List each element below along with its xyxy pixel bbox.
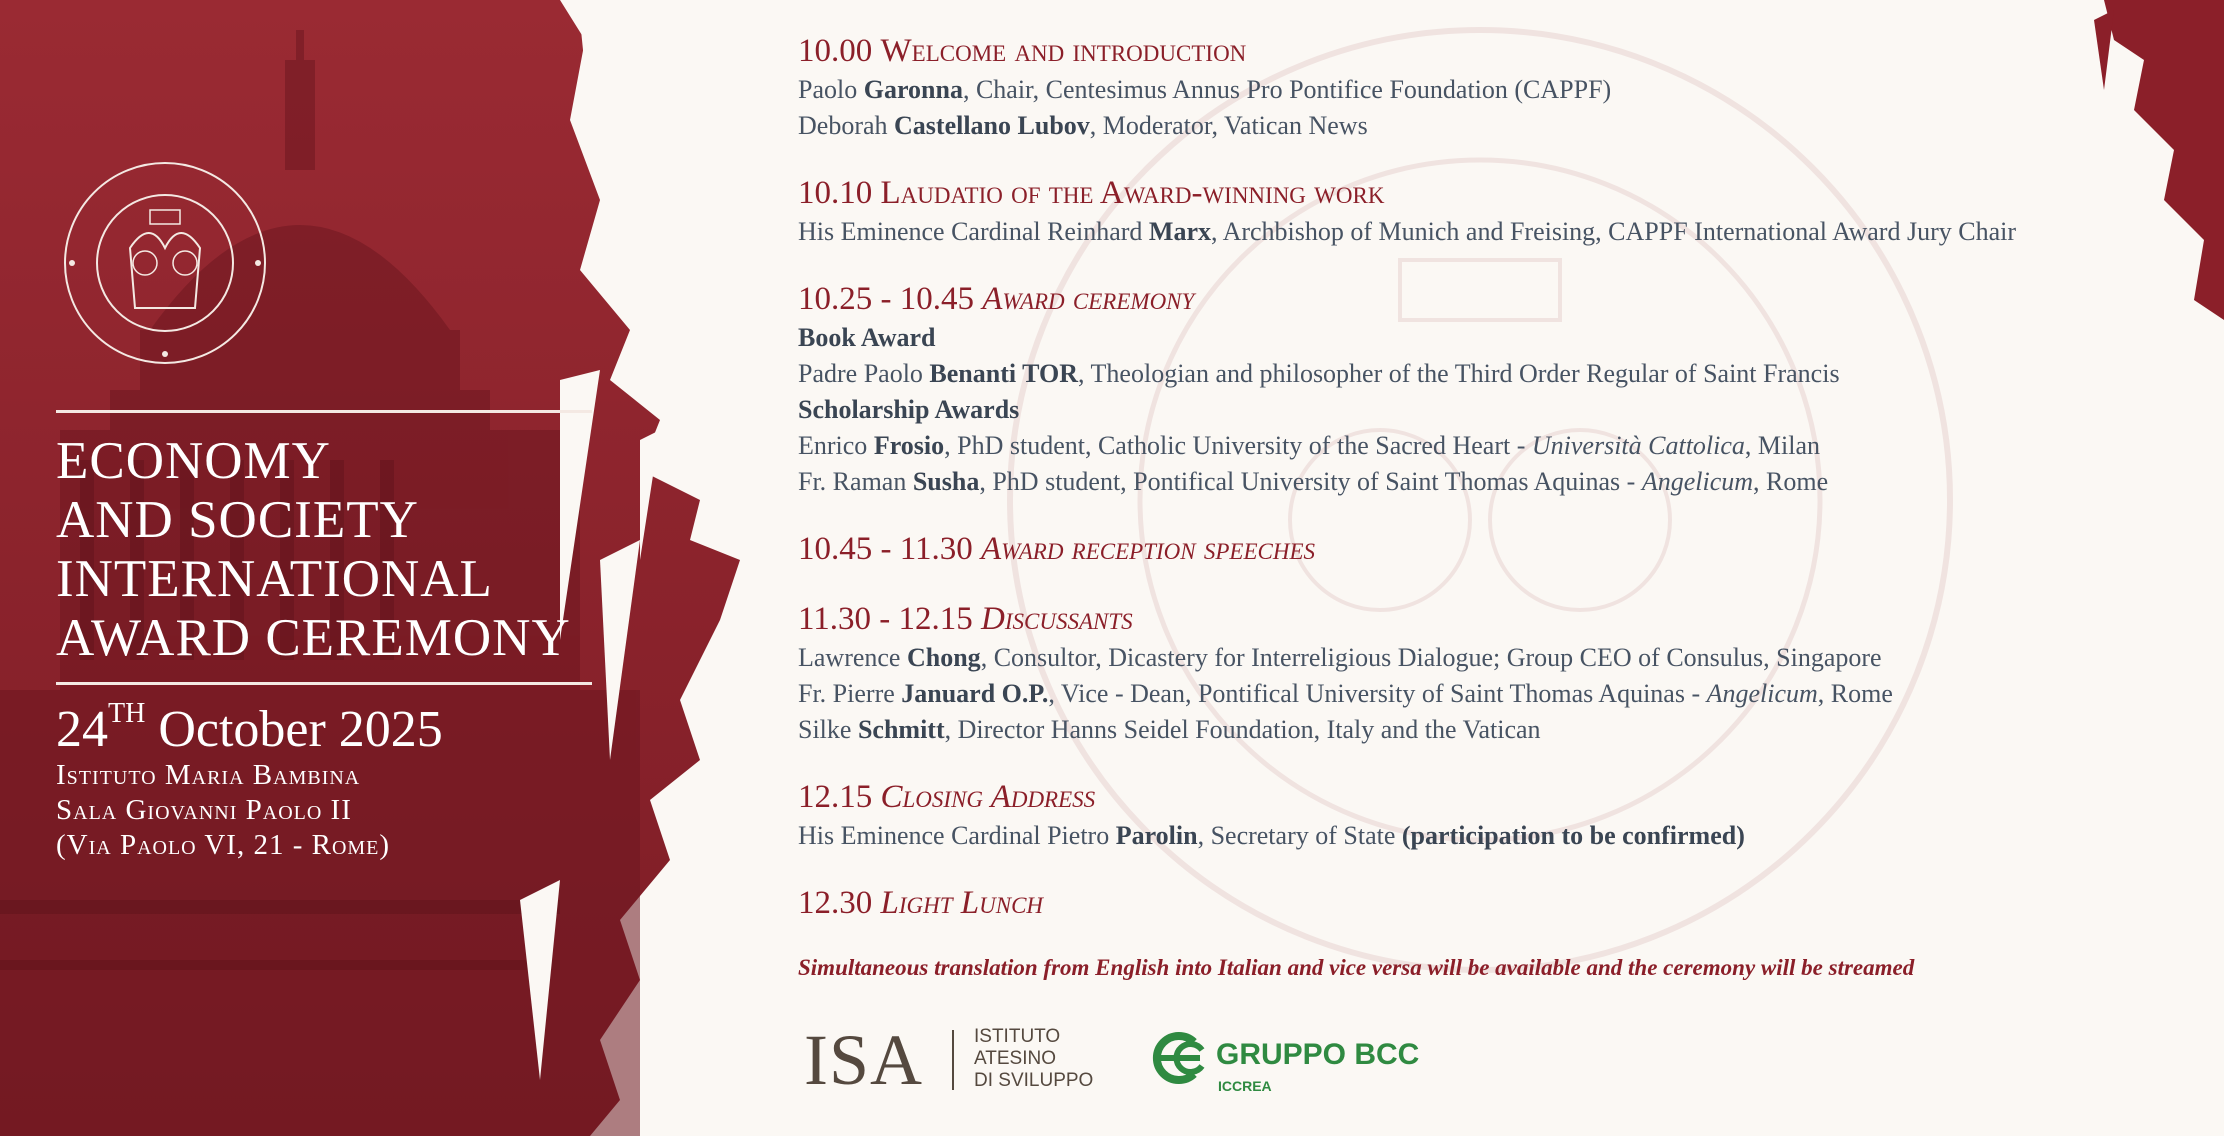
speaker-line: Fr. Pierre Januard O.P., Vice - Dean, Pontifical University of Saint Thomas Aquinas - Angelicum, Rome <box>798 679 1893 708</box>
program-time: 10.00 <box>798 33 873 69</box>
speaker-surname: Januard O.P. <box>901 679 1049 708</box>
program-item-heading <box>798 528 2128 570</box>
program-title: Welcome and introduction <box>880 33 1247 69</box>
speaker-line: Enrico Frosio, PhD student, Catholic University of the Sacred Heart - Università Cattolica, Milan <box>798 431 1821 460</box>
program-subheading: Book Award <box>798 323 936 352</box>
logo-divider <box>952 1030 954 1090</box>
top-divider <box>56 410 592 413</box>
program-time: 12.30 <box>798 885 873 921</box>
program-item <box>798 528 2128 570</box>
program-title: Discussants <box>981 601 1133 637</box>
title-line: INTERNATIONAL <box>56 550 493 608</box>
speaker-line: Silke Schmitt, Director Hanns Seidel Foundation, Italy and the Vatican <box>798 715 1541 744</box>
program-item-heading <box>798 278 2128 320</box>
translation-note: Simultaneous translation from English into Italian and vice versa will be available and the ceremony will be streamed <box>798 955 1915 980</box>
speaker-line: Padre Paolo Benanti TOR, Theologian and philosopher of the Third Order Regular of Saint Francis <box>798 359 1840 388</box>
program-title: Closing Address <box>880 779 1096 815</box>
speaker-surname: Chong <box>906 643 981 672</box>
program-item <box>798 776 2128 854</box>
speaker-surname: Benanti TOR <box>929 359 1079 388</box>
speaker-surname: Schmitt <box>857 715 945 744</box>
speaker-line: His Eminence Cardinal Reinhard Marx, Archbishop of Munich and Freising, CAPPF International Award Jury Chair <box>798 217 2016 246</box>
program-item-heading <box>798 882 2128 924</box>
program-title: Award ceremony <box>982 281 1195 317</box>
program-subheading: Scholarship Awards <box>798 395 1020 424</box>
program-time: 10.45 - 11.30 <box>798 531 973 567</box>
program-item <box>798 172 2128 250</box>
speaker-surname: Castellano Lubov <box>894 111 1090 140</box>
speaker-surname: Parolin <box>1115 821 1198 850</box>
program-item-heading <box>798 598 2128 640</box>
program-item-heading <box>798 776 2128 818</box>
hero-panel <box>0 0 760 1136</box>
speaker-surname: Marx <box>1148 217 1211 246</box>
speaker-line: Deborah Castellano Lubov, Moderator, Vatican News <box>798 111 1368 140</box>
event-venue <box>56 758 390 863</box>
program-item <box>798 882 2128 924</box>
isa-logo-subtitle: ISTITUTO ATESINO DI SVILUPPO <box>974 1026 1094 1091</box>
venue-line: Sala Giovanni Paolo II <box>56 794 352 826</box>
speaker-line: His Eminence Cardinal Pietro Parolin, Secretary of State (participation to be confirmed) <box>798 821 1745 850</box>
program-title: Award reception speeches <box>981 531 1316 567</box>
program-item <box>798 278 2128 500</box>
program-time: 11.30 - 12.15 <box>798 601 973 637</box>
program-item <box>798 30 2128 144</box>
speaker-surname: Frosio <box>873 431 945 460</box>
speaker-surname: Garonna <box>863 75 963 104</box>
title-line: AND SOCIETY <box>56 491 419 549</box>
foundation-seal-icon <box>60 158 270 368</box>
title-line: AWARD CEREMONY <box>56 609 571 667</box>
speaker-line: Paolo Garonna, Chair, Centesimus Annus Pro Pontifice Foundation (CAPPF) <box>798 75 1612 104</box>
program-item-heading <box>798 172 2128 214</box>
program-title: Light Lunch <box>880 885 1044 921</box>
event-title <box>56 432 616 668</box>
venue-line: (Via Paolo VI, 21 - Rome) <box>56 829 391 861</box>
speaker-surname: Susha <box>912 467 980 496</box>
speaker-line: Fr. Raman Susha, PhD student, Pontifical University of Saint Thomas Aquinas - Angelicum, Rome <box>798 467 1829 496</box>
program-title: Laudatio of the Award-winning work <box>880 175 1385 211</box>
program-time: 10.10 <box>798 175 873 211</box>
program-item-heading <box>798 30 2128 72</box>
program-schedule <box>798 30 2128 952</box>
isa-logo: ISA <box>804 1020 924 1100</box>
program-time: 10.25 - 10.45 <box>798 281 974 317</box>
bcc-logo-subtitle: ICCREA <box>1218 1078 1272 1094</box>
program-time: 12.15 <box>798 779 873 815</box>
bcc-logo-name: GRUPPO BCC <box>1216 1038 1420 1071</box>
program-item <box>798 598 2128 748</box>
venue-line: Istituto Maria Bambina <box>56 759 361 791</box>
title-line: ECONOMY <box>56 432 331 490</box>
bottom-divider <box>56 682 592 685</box>
bcc-logo-icon <box>1150 1028 1210 1088</box>
speaker-line: Lawrence Chong, Consultor, Dicastery for Interreligious Dialogue; Group CEO of Consulus, Singapore <box>798 643 1882 672</box>
event-date: 24TH October 2025 <box>56 697 443 758</box>
